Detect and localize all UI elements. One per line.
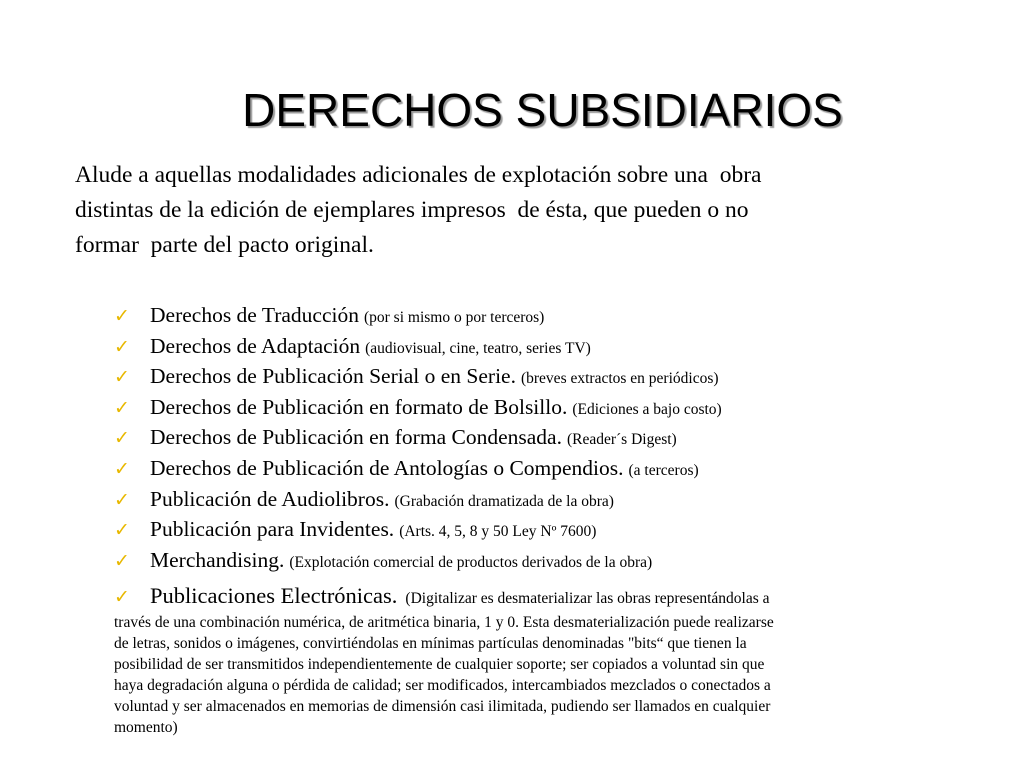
list-item-note-continuation: través de una combinación numérica, de aritmética binaria, 1 y 0. Esta desmaterialización puede realizarse de letras, sonidos o imágenes, convirtiéndolas en mínimas partículas denominadas "bits“ que tienen la posibilidad de ser transmitidos independientemente de cualquier soporte; ser copiados a voluntad sin que haya degradación alguna o pérdida de calidad; ser modificados, intercambiados mezclados o conectados a voluntad y ser almacenados en memorias de dimensión casi ilimitada, pudiendo ser llamados en cualquier momento) [114, 614, 774, 736]
list-item [112, 395, 912, 426]
list-item-label: Publicaciones Electrónicas. [150, 583, 398, 608]
list-item-note: (breves extractos en periódicos) [520, 370, 719, 388]
list-item-label: Derechos de Publicación en formato de Bolsillo. [150, 394, 568, 419]
list-item-note: (audiovisual, cine, teatro, series TV) [365, 339, 591, 357]
list-item [112, 334, 912, 365]
list-item-note: (Ediciones a bajo costo) [572, 400, 722, 418]
list-item-label: Publicación de Audiolibros. [150, 486, 390, 511]
list-item [112, 456, 912, 487]
list-item-label: Derechos de Adaptación [150, 333, 361, 358]
rights-list [112, 303, 912, 578]
list-item-electronic-publications [112, 583, 902, 738]
list-item-label: Derechos de Publicación en forma Condensada. [150, 425, 562, 450]
check-mark-icon: ✓ [114, 366, 130, 389]
check-mark-icon: ✓ [114, 335, 130, 358]
list-item-note: (Arts. 4, 5, 8 y 50 Ley Nº 7600) [399, 523, 597, 541]
list-item-label: Derechos de Traducción [150, 303, 359, 327]
list-item-note: (Grabación dramatizada de la obra) [394, 492, 614, 510]
list-item-label: Merchandising. [150, 547, 285, 572]
check-mark-icon: ✓ [114, 457, 130, 480]
list-item-header [112, 583, 902, 613]
check-mark-icon: ✓ [114, 519, 130, 542]
list-item-label: Derechos de Publicación de Antologías o Compendios. [150, 455, 624, 480]
list-item-note: (por si mismo o por terceros) [363, 309, 545, 326]
list-item [112, 548, 912, 579]
check-mark-icon: ✓ [114, 586, 130, 608]
list-item-note: (Reader´s Digest) [566, 431, 677, 449]
slide-title: DERECHOS SUBSIDIARIOS [242, 84, 843, 136]
list-item-label: Derechos de Publicación Serial o en Serie. [150, 364, 516, 389]
list-item-note: (Explotación comercial de productos derivados de la obra) [289, 553, 653, 571]
list-item [112, 425, 912, 456]
list-item [112, 487, 912, 518]
list-item [112, 303, 912, 334]
list-item [112, 517, 912, 548]
list-item [112, 364, 912, 395]
check-mark-icon: ✓ [114, 396, 130, 419]
intro-paragraph: Alude a aquellas modalidades adicionales de explotación sobre una obra distintas de la edición de ejemplares impresos de ésta, que pueden o no formar parte del pacto original. [75, 162, 762, 258]
check-mark-icon: ✓ [114, 549, 130, 572]
list-item-note: (Digitalizar es desmaterializar las obras representándolas a [405, 590, 770, 607]
check-mark-icon: ✓ [114, 305, 130, 327]
list-item-label: Publicación para Invidentes. [150, 517, 395, 542]
check-mark-icon: ✓ [114, 488, 130, 511]
list-item-note: (a terceros) [628, 461, 699, 479]
check-mark-icon: ✓ [114, 427, 130, 450]
